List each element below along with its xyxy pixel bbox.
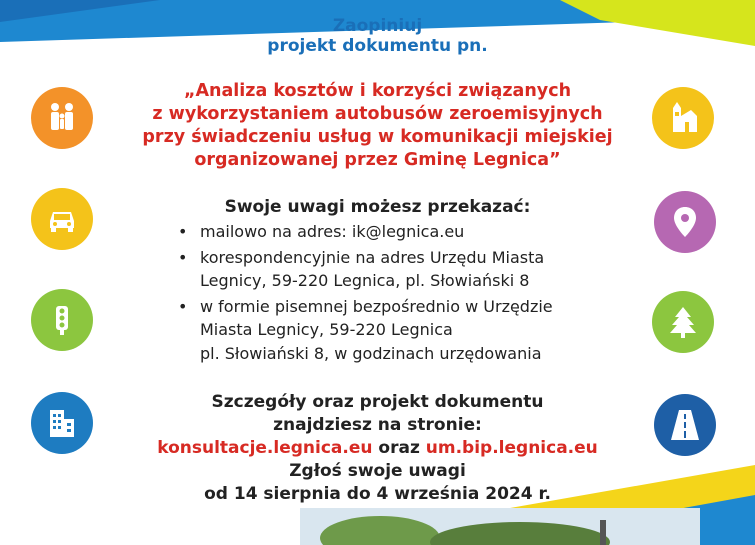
links-connector: oraz	[372, 438, 426, 458]
details-line-2: znajdziesz na stronie:	[273, 415, 482, 435]
channel-email	[178, 220, 618, 244]
howto-heading: Swoje uwagi możesz przekazać:	[224, 197, 531, 217]
channel-in-person-line-2: Miasta Legnicy, 59-220 Legnica	[200, 320, 453, 339]
document-title	[0, 80, 755, 172]
church-icon	[652, 87, 714, 149]
channel-in-person	[178, 295, 618, 366]
channel-in-person-line-3: pl. Słowiański 8, w godzinach urzędowania	[200, 343, 542, 363]
title-line-4: organizowanej przez Gminę Legnica”	[194, 150, 561, 170]
intro-text	[0, 16, 755, 56]
intro-line-1: Zaopiniuj	[332, 16, 423, 36]
family-icon	[31, 87, 93, 149]
submission-channels	[178, 220, 618, 367]
location-pin-icon	[654, 191, 716, 253]
intro-line-2: projekt dokumentu pn.	[267, 36, 488, 56]
title-line-3: przy świadczeniu usług w komunikacji miejskiej	[142, 127, 613, 147]
details-block	[0, 391, 755, 506]
channel-mail	[178, 246, 618, 293]
details-links	[0, 437, 755, 460]
details-line-1: Szczegóły oraz projekt dokumentu	[211, 392, 544, 412]
link-bip[interactable]: um.bip.legnica.eu	[425, 438, 598, 458]
road-icon	[654, 394, 716, 456]
title-line-1: „Analiza kosztów i korzyści związanych	[183, 81, 572, 101]
link-konsultacje[interactable]: konsultacje.legnica.eu	[157, 438, 373, 458]
channel-mail-line-2: Legnicy, 59-220 Legnica, pl. Słowiański 8	[200, 271, 530, 290]
details-line-4: Zgłoś swoje uwagi	[289, 461, 466, 481]
tree-icon	[652, 291, 714, 353]
channel-in-person-line-1: • w formie pisemnej bezpośrednio w Urzędzie	[200, 296, 553, 316]
buildings-icon	[31, 392, 93, 454]
channel-mail-line-1: • korespondencyjnie na adres Urzędu Miasta	[200, 247, 545, 267]
city-photo	[300, 508, 700, 545]
title-line-2: z wykorzystaniem autobusów zeroemisyjnych	[152, 104, 603, 124]
traffic-light-icon	[31, 289, 93, 351]
channel-email-line-1: • mailowo na adres: ik@legnica.eu	[200, 222, 465, 241]
details-line-5: od 14 sierpnia do 4 września 2024 r.	[204, 484, 551, 504]
car-icon	[31, 188, 93, 250]
